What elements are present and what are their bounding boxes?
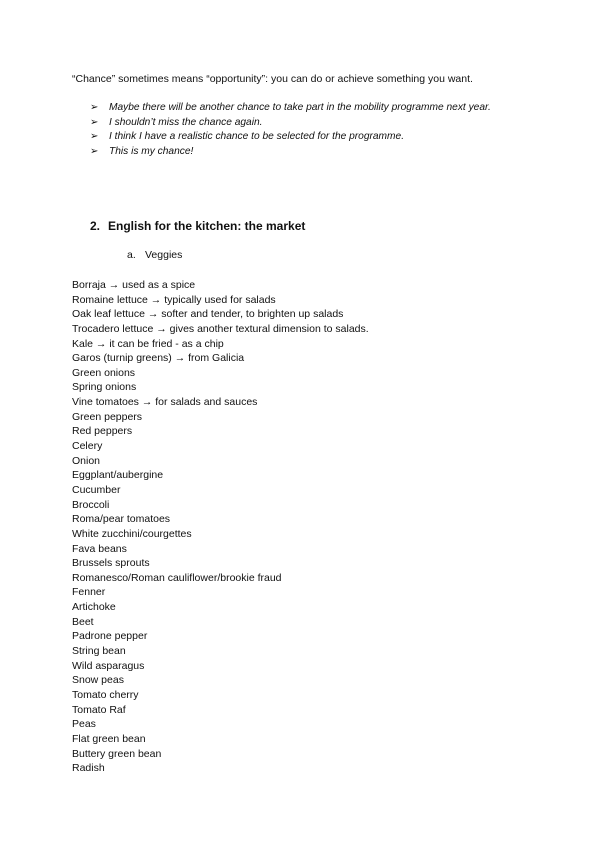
veggie-item: Garos (turnip greens) → from Galicia [72,352,245,365]
veggie-item: Eggplant/aubergine [72,469,164,482]
bullet-text: Maybe there will be another chance to take part in the mobility programme next year. [109,102,491,113]
bullet-text: I think I have a realistic chance to be selected for the programme. [109,131,405,143]
subsection-letter: a. [127,249,136,261]
veggie-item: Spring onions [72,381,137,394]
veggie-item: Kale → it can be fried - as a chip [72,337,224,350]
veggie-item: Roma/pear tomatoes [72,513,171,526]
veggie-item: Beet [72,615,94,628]
veggie-item: Broccoli [72,498,110,511]
veggie-item: Borraja → used as a spice [72,279,196,291]
arrow-bullet-icon: ➢ [90,131,99,143]
example-bullet-list [90,101,491,160]
veggie-item: Celery [72,440,103,453]
veggie-item: Flat green bean [72,732,146,745]
veggie-item: Tomato Raf [72,703,126,716]
intro-paragraph: “Chance” sometimes means “opportunity”: you can do or achieve something you want. [72,73,473,85]
veggie-item: Peas [72,718,96,731]
veggie-item: Fava beans [72,542,127,555]
section-title: English for the kitchen: the market [108,219,306,233]
bullet-item [90,145,491,160]
veggie-item: Padrone pepper [72,630,148,643]
veggie-item: Artichoke [72,601,116,614]
subsection-heading [127,249,182,262]
veggie-item: Green onions [72,366,136,379]
veggie-item: Romanesco/Roman cauliflower/brookie fraud [72,571,282,584]
veggie-item: String bean [72,645,126,658]
veggie-item: Red peppers [72,425,133,438]
veggie-item: Green peppers [72,410,143,423]
bullet-item [90,116,491,131]
bullet-item [90,130,491,145]
bullet-item [90,101,491,116]
veggie-item: Snow peas [72,674,124,687]
veggie-item: Tomato cherry [72,688,139,701]
veggie-item: Vine tomatoes → for salads and sauces [72,396,258,409]
bullet-text: This is my chance! [109,146,194,158]
veggie-item: Onion [72,454,101,467]
arrow-bullet-icon: ➢ [90,116,99,128]
veggie-item: Brussels sprouts [72,557,150,570]
arrow-bullet-icon: ➢ [90,146,99,158]
veggie-item: Trocadero lettuce → gives another textural dimension to salads. [72,322,369,335]
veggie-list [72,278,369,776]
veggie-item: Radish [72,762,105,775]
section-heading [90,219,305,234]
veggie-item: White zucchini/courgettes [72,527,192,540]
subsection-title: Veggies [145,249,183,261]
veggie-item: Buttery green bean [72,747,162,760]
veggie-item: Wild asparagus [72,659,145,672]
veggie-item: Cucumber [72,483,121,496]
veggie-item: Oak leaf lettuce → softer and tender, to brighten up salads [72,308,344,321]
section-number: 2. [90,219,101,233]
veggie-item: Fenner [72,586,106,599]
veggie-item: Romaine lettuce → typically used for salads [72,293,276,306]
arrow-bullet-icon: ➢ [90,102,99,113]
bullet-text: I shouldn’t miss the chance again. [109,116,263,128]
